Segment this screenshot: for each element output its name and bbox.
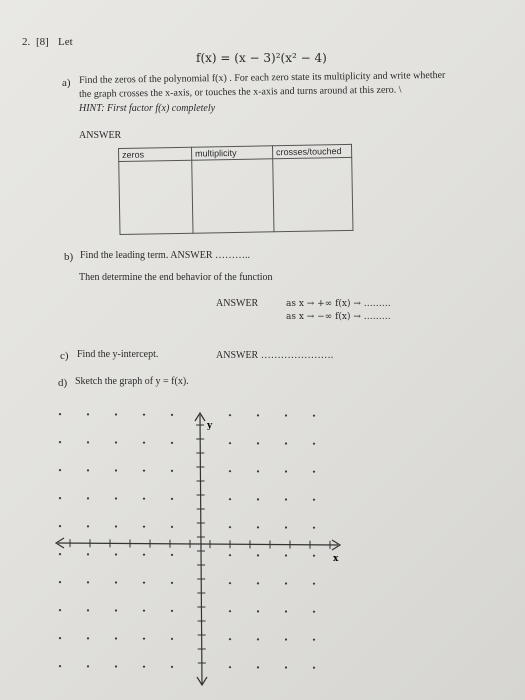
grid-dot bbox=[115, 637, 117, 639]
grid-dot bbox=[143, 666, 145, 668]
grid-dot bbox=[59, 469, 61, 471]
grid-dot bbox=[87, 469, 89, 471]
grid-dot bbox=[285, 470, 287, 472]
part-c-answer: ANSWER …………………. bbox=[216, 350, 334, 361]
multiplicity-answer-cell[interactable] bbox=[192, 159, 274, 233]
grid-dot bbox=[257, 610, 259, 612]
grid-dot bbox=[229, 470, 231, 472]
grid-dot bbox=[115, 581, 117, 583]
grid-dot bbox=[115, 441, 117, 443]
zeros-answer-cell[interactable] bbox=[119, 160, 193, 234]
part-c-text: Find the y-intercept. bbox=[77, 349, 159, 360]
grid-dot bbox=[171, 498, 173, 500]
grid-dot bbox=[257, 442, 259, 444]
grid-dot bbox=[87, 413, 89, 415]
grid-dot bbox=[229, 638, 231, 640]
grid-dot bbox=[143, 554, 145, 556]
part-a-answer-label: ANSWER bbox=[79, 130, 122, 141]
crosses-answer-cell[interactable] bbox=[273, 157, 353, 231]
grid-dot bbox=[87, 497, 89, 499]
grid-dot bbox=[285, 582, 287, 584]
grid-dot bbox=[87, 525, 89, 527]
grid-dot bbox=[115, 413, 117, 415]
grid-dot bbox=[115, 553, 117, 555]
answer-table bbox=[118, 144, 353, 235]
grid-dot bbox=[115, 665, 117, 667]
grid-dot bbox=[59, 581, 61, 583]
y-axis-label: y bbox=[207, 421, 213, 431]
sketch-grid[interactable] bbox=[40, 405, 370, 690]
grid-dot bbox=[285, 610, 287, 612]
grid-dot bbox=[59, 609, 61, 611]
grid-dot bbox=[87, 581, 89, 583]
grid-dot bbox=[59, 497, 61, 499]
grid-dot bbox=[285, 442, 287, 444]
grid-dot bbox=[257, 666, 259, 668]
grid-dot bbox=[59, 525, 61, 527]
grid-dot bbox=[143, 638, 145, 640]
part-a-line2: the graph crosses the x-axis, or touches the x-axis and turns around at this zero. \ bbox=[79, 84, 402, 100]
grid-dot bbox=[229, 610, 231, 612]
grid-dot bbox=[143, 526, 145, 528]
x-axis bbox=[58, 543, 338, 545]
grid-dot bbox=[59, 637, 61, 639]
grid-dot bbox=[285, 554, 287, 556]
grid-dot bbox=[115, 469, 117, 471]
x-axis-label: x bbox=[333, 554, 339, 564]
grid-dot bbox=[313, 667, 315, 669]
grid-dot bbox=[257, 470, 259, 472]
grid-dot bbox=[171, 582, 173, 584]
grid-dot bbox=[143, 414, 145, 416]
y-axis bbox=[200, 415, 202, 685]
part-b-answer-label: ANSWER bbox=[216, 298, 259, 309]
grid-dot bbox=[115, 525, 117, 527]
grid-dot bbox=[313, 611, 315, 613]
header-crosses-touched: crosses/touched bbox=[272, 144, 351, 158]
grid-dot bbox=[171, 638, 173, 640]
grid-dot bbox=[115, 609, 117, 611]
grid-dot bbox=[229, 414, 231, 416]
grid-dot bbox=[257, 414, 259, 416]
grid-dot bbox=[313, 583, 315, 585]
grid-dot bbox=[59, 413, 61, 415]
grid-dot bbox=[285, 526, 287, 528]
grid-dot bbox=[171, 526, 173, 528]
part-a-label: a) bbox=[62, 77, 71, 89]
grid-dot bbox=[59, 665, 61, 667]
grid-dot bbox=[313, 443, 315, 445]
grid-dot bbox=[257, 554, 259, 556]
grid-dot bbox=[115, 497, 117, 499]
grid-dot bbox=[229, 666, 231, 668]
part-a-hint: HINT: First factor f(x) completely bbox=[79, 103, 216, 114]
function-definition: f(x) = (x − 3)²(x² − 4) bbox=[196, 51, 327, 65]
grid-dot bbox=[143, 470, 145, 472]
grid-dot bbox=[87, 609, 89, 611]
grid-dot bbox=[87, 441, 89, 443]
grid-dot bbox=[87, 553, 89, 555]
end-behavior-pos: as x → +∞ f(x) → ……… bbox=[286, 299, 391, 309]
part-d-label: d) bbox=[58, 377, 68, 389]
end-behavior-neg: as x → −∞ f(x) → ……… bbox=[286, 312, 391, 322]
grid-dot bbox=[171, 666, 173, 668]
grid-dot bbox=[313, 415, 315, 417]
grid-dot bbox=[257, 526, 259, 528]
grid-dot bbox=[285, 638, 287, 640]
grid-dot bbox=[313, 499, 315, 501]
grid-dot bbox=[229, 526, 231, 528]
part-a-line1: Find the zeros of the polynomial f(x) . For each zero state its multiplicity and write whether bbox=[79, 69, 446, 86]
grid-dot bbox=[143, 442, 145, 444]
grid-dot bbox=[59, 441, 61, 443]
grid-dot bbox=[143, 582, 145, 584]
grid-dot bbox=[257, 582, 259, 584]
grid-dots bbox=[59, 413, 315, 669]
grid-dot bbox=[229, 582, 231, 584]
grid-dot bbox=[313, 527, 315, 529]
grid-dot bbox=[313, 639, 315, 641]
grid-dot bbox=[143, 498, 145, 500]
grid-dot bbox=[171, 610, 173, 612]
grid-dot bbox=[285, 666, 287, 668]
grid-dot bbox=[313, 471, 315, 473]
grid-dot bbox=[257, 498, 259, 500]
grid-dot bbox=[257, 638, 259, 640]
grid-dot bbox=[171, 414, 173, 416]
header-multiplicity: multiplicity bbox=[191, 146, 272, 160]
grid-dot bbox=[171, 442, 173, 444]
grid-dot bbox=[229, 498, 231, 500]
grid-dot bbox=[87, 637, 89, 639]
grid-dot bbox=[171, 554, 173, 556]
grid-dot bbox=[285, 414, 287, 416]
grid-dot bbox=[143, 610, 145, 612]
question-let: Let bbox=[58, 36, 73, 48]
grid-dot bbox=[229, 442, 231, 444]
grid-dot bbox=[229, 554, 231, 556]
grid-dot bbox=[171, 470, 173, 472]
part-b-text: Find the leading term. ANSWER ……….. bbox=[80, 250, 250, 261]
part-b-text2: Then determine the end behavior of the function bbox=[79, 272, 273, 283]
grid-dot bbox=[285, 498, 287, 500]
grid-dot bbox=[313, 555, 315, 557]
question-points: [8] bbox=[36, 36, 49, 48]
header-zeros: zeros bbox=[119, 147, 192, 161]
grid-dot bbox=[59, 553, 61, 555]
question-number: 2. bbox=[22, 36, 31, 48]
grid-dot bbox=[87, 665, 89, 667]
part-d-text: Sketch the graph of y = f(x). bbox=[75, 376, 189, 387]
part-c-label: c) bbox=[60, 350, 69, 362]
part-b-label: b) bbox=[64, 251, 74, 263]
